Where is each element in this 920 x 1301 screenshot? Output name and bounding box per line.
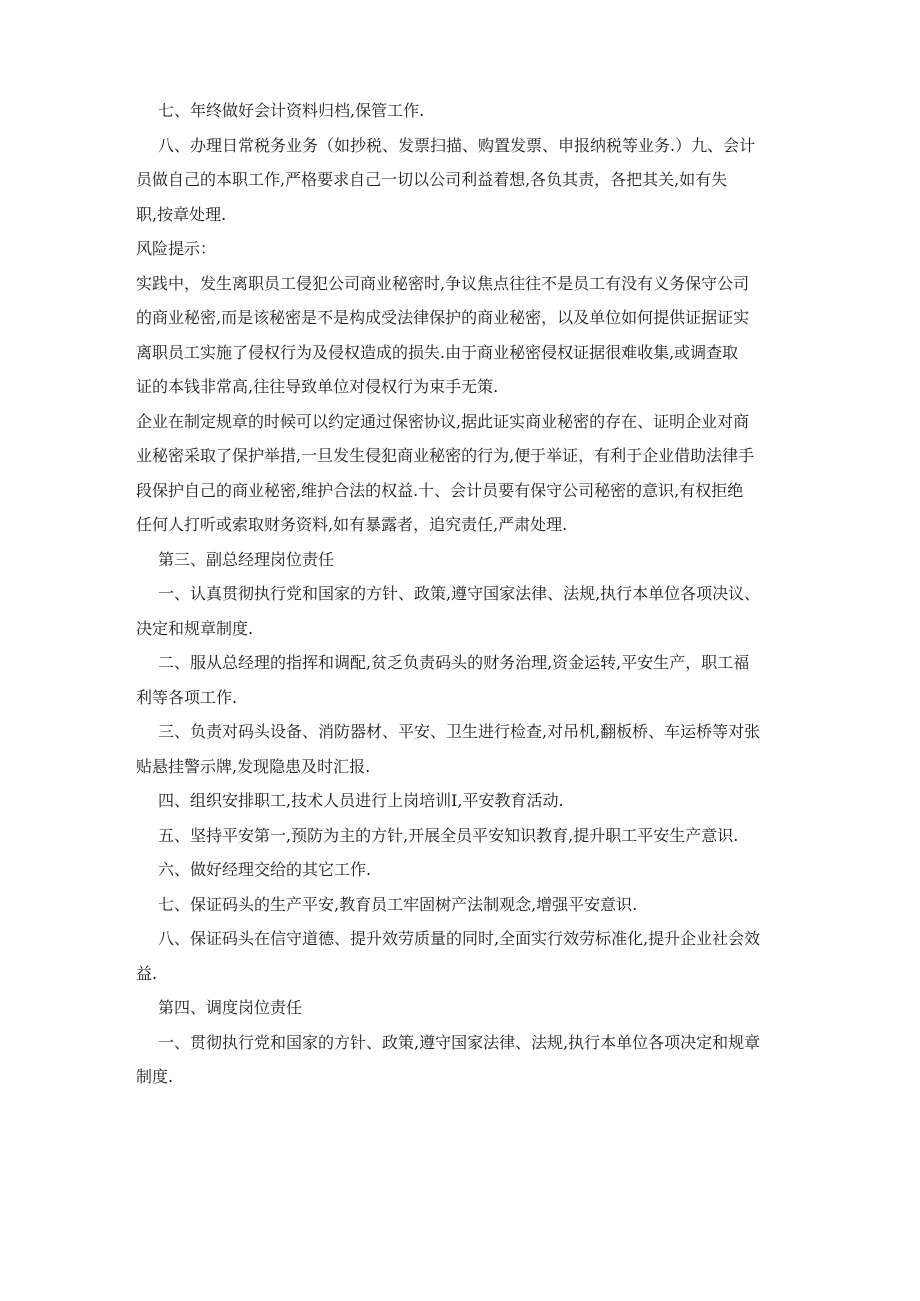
paragraph-deputy-3	[136, 715, 808, 784]
paragraph-deputy-1	[136, 577, 808, 646]
text-line: 四、组织安排职工,技术人员进行上岗培训I,平安教育活动.	[158, 791, 564, 810]
text-line: 制度.	[136, 1067, 174, 1086]
paragraph-dispatch-1	[136, 1026, 808, 1095]
paragraph-confidentiality-agreement	[136, 405, 808, 543]
text-line: 风险提示：	[136, 239, 217, 258]
text-line: 五、坚持平安第一,预防为主的方针,开展全员平安知识教育,提升职工平安生产意识.	[158, 825, 739, 845]
paragraph-deputy-4	[136, 784, 808, 819]
text-line: 职,按章处理.	[136, 204, 227, 224]
text-line: 八、保证码头在信守道德、提升效劳质量的同时,全面实行效劳标准化,提升企业社会效	[158, 929, 761, 948]
paragraph-archive	[136, 94, 808, 129]
text-line: 三、负责对码头设备、消防器材、平安、卫生进行检查,对吊机,翻板桥、车运桥等对张	[158, 722, 761, 741]
text-line: 第三、副总经理岗位责任	[158, 549, 335, 569]
text-line: 员做自己的本职工作,严格要求自己一切以公司利益着想,各负其责，各把其关,如有失	[136, 170, 728, 189]
document-body	[136, 94, 808, 1095]
text-line: 七、保证码头的生产平安,教育员工牢固树产法制观念,增强平安意识.	[158, 894, 638, 914]
text-line: 一、认真贯彻执行党和国家的方针、政策,遵守国家法律、法规,执行本单位各项决议、	[158, 584, 761, 603]
text-line: 决定和规章制度.	[136, 618, 254, 638]
paragraph-tax-business	[136, 129, 808, 233]
text-line: 七、年终做好会计资料归档,保管工作.	[158, 101, 425, 120]
text-line: 实践中，发生离职员工侵犯公司商业秘密时,争议焦点往往不是员工有没有义务保守公司	[136, 273, 750, 293]
text-line: 利等各项工作.	[136, 687, 238, 707]
paragraph-trade-secret-dispute	[136, 267, 808, 405]
text-line: 八、办理日常税务业务（如抄税、发票扫描、购置发票、申报纳税等业务.）九、会计	[158, 135, 756, 155]
text-line: 段保护自己的商业秘密,维护合法的权益.十、会计员要有保守公司秘密的意识,有权拒绝	[136, 480, 744, 500]
paragraph-deputy-2	[136, 646, 808, 715]
text-line: 贴悬挂警示牌,发现隐患及时汇报.	[136, 756, 371, 776]
paragraph-deputy-5	[136, 819, 808, 854]
text-line: 的商业秘密,而是该秘密是不是构成受法律保护的商业秘密，以及单位如何提供证据证实	[136, 308, 750, 327]
heading-risk-notice	[136, 232, 808, 267]
text-line: 六、做好经理交给的其它工作.	[158, 860, 372, 879]
text-line: 任何人打听或索取财务资料,如有暴露者，追究责任,严肃处理.	[136, 515, 568, 534]
section-heading-dispatch	[136, 991, 808, 1026]
section-heading-deputy-gm	[136, 543, 808, 578]
paragraph-deputy-8	[136, 922, 808, 991]
paragraph-deputy-6	[136, 853, 808, 888]
text-line: 企业在制定规章的时候可以约定通过保密协议,据此证实商业秘密的存在、证明企业对商	[136, 411, 750, 431]
text-line: 业秘密采取了保护举措,一旦发生侵犯商业秘密的行为,便于举证，有利于企业借助法律手	[136, 446, 755, 465]
text-line: 第四、调度岗位责任	[158, 998, 303, 1017]
text-line: 二、服从总经理的指挥和调配,贫乏负责码头的财务治理,资金运转,平安生产，职工福	[158, 653, 750, 672]
text-line: 离职员工实施了侵权行为及侵权造成的损失.由于商业秘密侵权证据很难收集,或调查取	[136, 342, 739, 362]
text-line: 一、贯彻执行党和国家的方针、政策,遵守国家法律、法规,执行本单位各项决定和规章	[158, 1032, 761, 1052]
paragraph-deputy-7	[136, 888, 808, 923]
text-line: 证的本钱非常高,往往导致单位对侵权行为束手无策.	[136, 377, 499, 396]
text-line: 益.	[136, 963, 158, 983]
